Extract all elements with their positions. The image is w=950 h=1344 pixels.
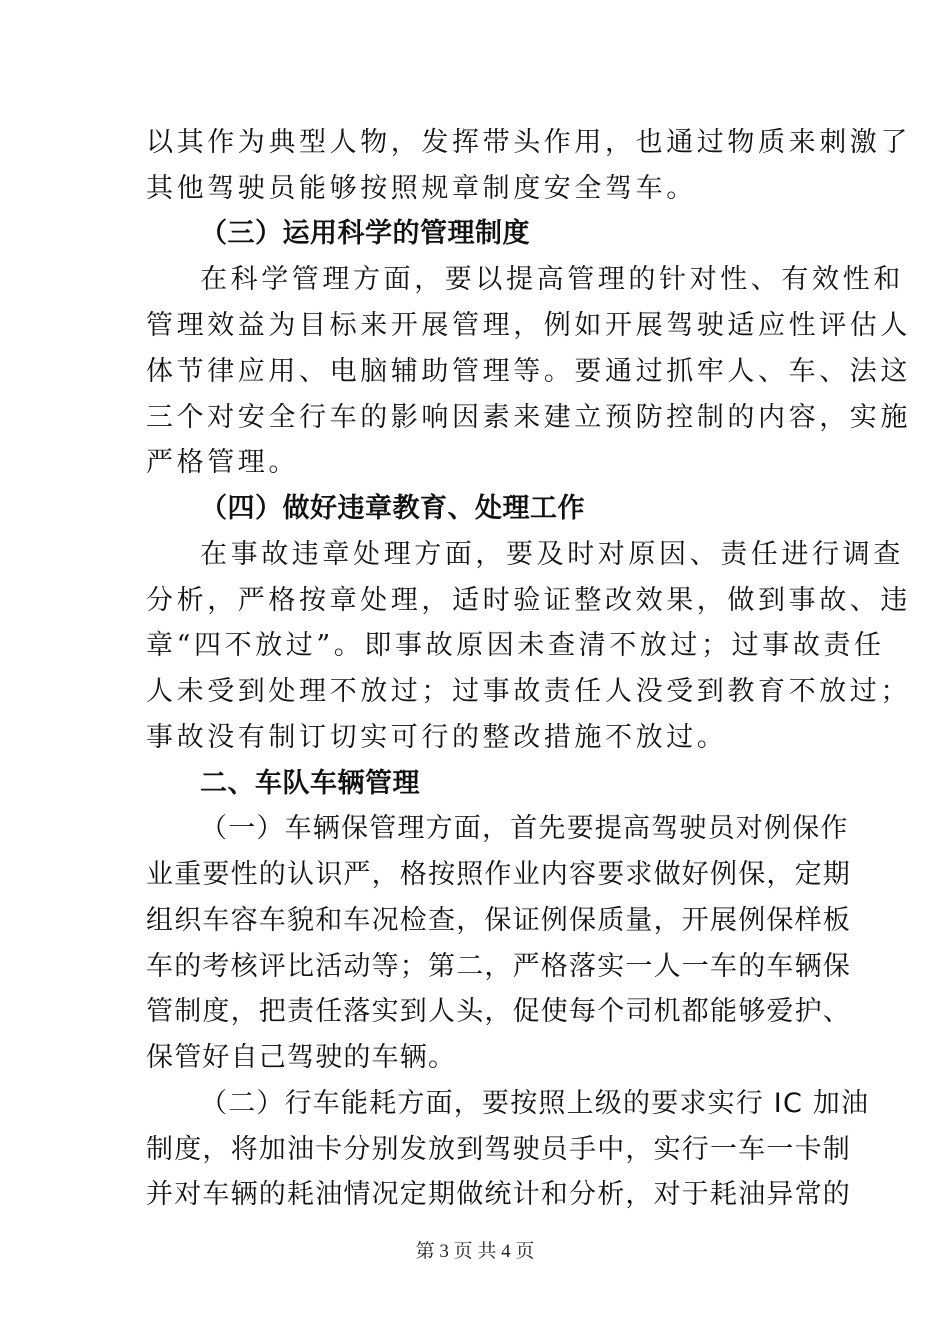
text-line: 人未受到处理不放过；过事故责任人没受到教育不放过； bbox=[146, 676, 911, 707]
section-heading: 二、车队车辆管理 bbox=[200, 768, 420, 799]
text-line: 保管好自己驾驶的车辆。 bbox=[146, 1042, 457, 1073]
text-line: 在事故违章处理方面，要及时对原因、责任进行调查 bbox=[200, 539, 904, 570]
section-heading: （四）做好违章教育、处理工作 bbox=[200, 493, 585, 524]
text-line: 管理效益为目标来开展管理，例如开展驾驶适应性评估人 bbox=[146, 310, 911, 341]
text-line: 并对车辆的耗油情况定期做统计和分析，对于耗油异常的 bbox=[146, 1179, 851, 1210]
text-line: 分析，严格按章处理，适时验证整改效果，做到事故、违 bbox=[146, 585, 911, 616]
text-line: （二）行车能耗方面，要按照上级的要求实行 IC 加油 bbox=[200, 1088, 870, 1119]
text-line: 业重要性的认识严，格按照作业内容要求做好例保，定期 bbox=[146, 859, 851, 890]
text-line: 车的考核评比活动等；第二，严格落实一人一车的车辆保 bbox=[146, 951, 851, 982]
text-line: 以其作为典型人物，发挥带头作用，也通过物质来刺激了 bbox=[146, 127, 911, 158]
text-line: 在科学管理方面，要以提高管理的针对性、有效性和 bbox=[200, 264, 904, 295]
section-heading: （三）运用科学的管理制度 bbox=[200, 218, 530, 249]
text-line: 体节律应用、电脑辅助管理等。要通过抓牢人、车、法这 bbox=[146, 356, 911, 387]
text-line: 章“四不放过”。即事故原因未查清不放过；过事故责任 bbox=[146, 630, 885, 661]
text-line: 组织车容车貌和车况检查，保证例保质量，开展例保样板 bbox=[146, 905, 851, 936]
text-line: 事故没有制订切实可行的整改措施不放过。 bbox=[146, 722, 728, 753]
text-line: 制度，将加油卡分别发放到驾驶员手中，实行一车一卡制 bbox=[146, 1134, 851, 1165]
text-line: 严格管理。 bbox=[146, 447, 299, 478]
page-number-footer: 第 3 页 共 4 页 bbox=[415, 1241, 535, 1262]
text-line: 三个对安全行车的影响因素来建立预防控制的内容，实施 bbox=[146, 402, 911, 433]
text-line: 其他驾驶员能够按照规章制度安全驾车。 bbox=[146, 173, 697, 204]
text-line: （一）车辆保管理方面，首先要提高驾驶员对例保作 bbox=[200, 813, 849, 844]
text-line: 管制度，把责任落实到人头，促使每个司机都能够爱护、 bbox=[146, 996, 851, 1027]
